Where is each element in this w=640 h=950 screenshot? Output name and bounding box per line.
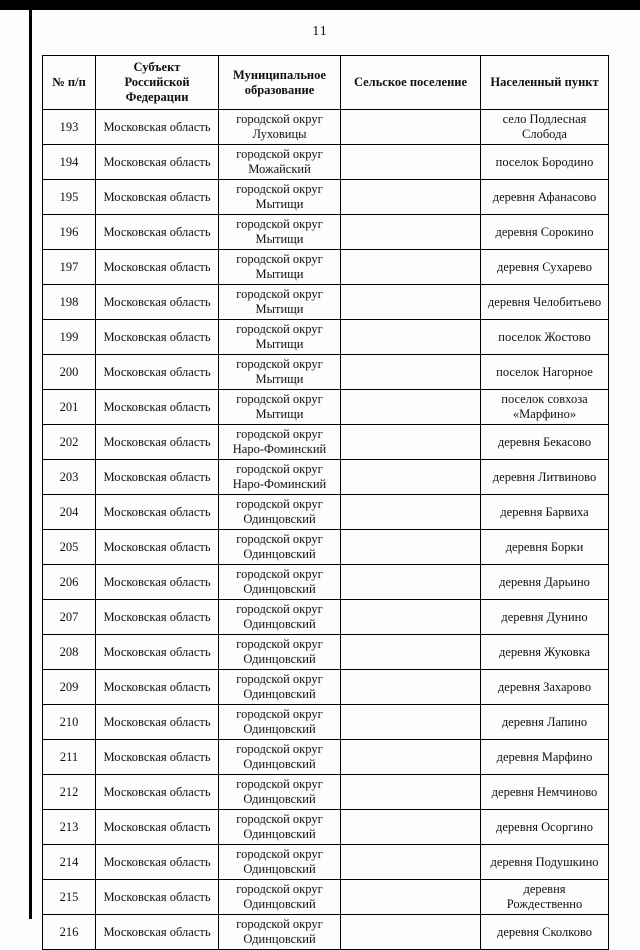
table-cell: городской округ Одинцовский <box>219 810 341 845</box>
table-cell: Московская область <box>96 880 219 915</box>
table-row <box>43 495 609 530</box>
table-cell <box>341 110 481 145</box>
table-cell: деревня Осоргино <box>481 810 609 845</box>
table-cell: 212 <box>43 775 96 810</box>
table-cell: городской округ Одинцовский <box>219 705 341 740</box>
table-cell: Московская область <box>96 180 219 215</box>
table-row <box>43 250 609 285</box>
table-row <box>43 355 609 390</box>
table-cell: 201 <box>43 390 96 425</box>
table-cell: деревня Рождественно <box>481 880 609 915</box>
table-cell: Московская область <box>96 845 219 880</box>
table-cell: Московская область <box>96 495 219 530</box>
table-row <box>43 390 609 425</box>
column-header: Субъект Российской Федерации <box>96 56 219 110</box>
settlements-table <box>42 55 609 950</box>
table-cell: деревня Марфино <box>481 740 609 775</box>
table-row <box>43 880 609 915</box>
table-cell: 202 <box>43 425 96 460</box>
table-cell: Московская область <box>96 635 219 670</box>
table-cell: городской округ Одинцовский <box>219 740 341 775</box>
table-row <box>43 285 609 320</box>
table-row <box>43 565 609 600</box>
table-cell: 195 <box>43 180 96 215</box>
table-cell: 215 <box>43 880 96 915</box>
scan-artifact-left-line <box>29 0 32 919</box>
table-row <box>43 740 609 775</box>
table-cell <box>341 215 481 250</box>
table-cell: Московская область <box>96 285 219 320</box>
table-row <box>43 635 609 670</box>
table-cell <box>341 250 481 285</box>
table-header-row <box>43 56 609 110</box>
table-cell: городской округ Одинцовский <box>219 880 341 915</box>
table-cell: 193 <box>43 110 96 145</box>
table-cell: 197 <box>43 250 96 285</box>
table-cell <box>341 320 481 355</box>
table-cell <box>341 880 481 915</box>
table-row <box>43 705 609 740</box>
table-row <box>43 180 609 215</box>
table-cell: городской округ Одинцовский <box>219 495 341 530</box>
table-cell: деревня Барвиха <box>481 495 609 530</box>
table-cell: 194 <box>43 145 96 180</box>
table-cell: деревня Лапино <box>481 705 609 740</box>
table-cell: 209 <box>43 670 96 705</box>
table-cell: Московская область <box>96 600 219 635</box>
table-cell <box>341 355 481 390</box>
table-cell: 204 <box>43 495 96 530</box>
table-cell: городской округ Можайский <box>219 145 341 180</box>
table-cell <box>341 915 481 950</box>
table-cell: деревня Бекасово <box>481 425 609 460</box>
table-cell: Московская область <box>96 355 219 390</box>
table-cell: городской округ Наро-Фоминский <box>219 460 341 495</box>
table-cell: 198 <box>43 285 96 320</box>
table-cell: деревня Жуковка <box>481 635 609 670</box>
table-cell: городской округ Луховицы <box>219 110 341 145</box>
table-row <box>43 845 609 880</box>
table-cell <box>341 670 481 705</box>
table-row <box>43 915 609 950</box>
table-cell: 216 <box>43 915 96 950</box>
table-cell: Московская область <box>96 215 219 250</box>
table-cell: Московская область <box>96 110 219 145</box>
table-cell: 213 <box>43 810 96 845</box>
table-cell <box>341 705 481 740</box>
table-cell <box>341 390 481 425</box>
table-cell: поселок Жостово <box>481 320 609 355</box>
table-cell <box>341 600 481 635</box>
table-row <box>43 460 609 495</box>
table-row <box>43 775 609 810</box>
table-cell: городской округ Одинцовский <box>219 775 341 810</box>
column-header: Сельское поселение <box>341 56 481 110</box>
table-cell: поселок Нагорное <box>481 355 609 390</box>
table-cell <box>341 530 481 565</box>
table-cell: Московская область <box>96 775 219 810</box>
table-body <box>43 110 609 950</box>
table-cell: 214 <box>43 845 96 880</box>
table-cell: деревня Литвиново <box>481 460 609 495</box>
table-cell: 200 <box>43 355 96 390</box>
table-cell: деревня Дунино <box>481 600 609 635</box>
page-number: 11 <box>312 24 328 39</box>
table-cell: городской округ Одинцовский <box>219 565 341 600</box>
table-row <box>43 425 609 460</box>
table-row <box>43 600 609 635</box>
table-cell: городской округ Мытищи <box>219 250 341 285</box>
table-cell: городской округ Одинцовский <box>219 635 341 670</box>
table-cell <box>341 775 481 810</box>
table-cell: городской округ Наро-Фоминский <box>219 425 341 460</box>
table-cell: городской округ Одинцовский <box>219 845 341 880</box>
table-cell <box>341 495 481 530</box>
table-cell: деревня Сколково <box>481 915 609 950</box>
table-row <box>43 145 609 180</box>
table-cell: городской округ Мытищи <box>219 355 341 390</box>
table-cell: Московская область <box>96 530 219 565</box>
table-cell: городской округ Мытищи <box>219 180 341 215</box>
table-cell: городской округ Одинцовский <box>219 530 341 565</box>
table-cell: село Подлесная Слобода <box>481 110 609 145</box>
table-cell: Московская область <box>96 320 219 355</box>
table-cell: Московская область <box>96 705 219 740</box>
table-row <box>43 810 609 845</box>
table-cell: Московская область <box>96 390 219 425</box>
table-cell: поселок Бородино <box>481 145 609 180</box>
table-cell: 199 <box>43 320 96 355</box>
column-header: Муниципальное образование <box>219 56 341 110</box>
table-cell <box>341 845 481 880</box>
table-cell: деревня Сухарево <box>481 250 609 285</box>
table-cell <box>341 635 481 670</box>
table-cell: деревня Сорокино <box>481 215 609 250</box>
table-row <box>43 110 609 145</box>
table-cell: деревня Захарово <box>481 670 609 705</box>
table-cell: Московская область <box>96 250 219 285</box>
table-cell <box>341 285 481 320</box>
table-cell <box>341 425 481 460</box>
table-cell: 207 <box>43 600 96 635</box>
table-row <box>43 215 609 250</box>
table-cell: Московская область <box>96 460 219 495</box>
table-cell: 211 <box>43 740 96 775</box>
table-cell: городской округ Мытищи <box>219 320 341 355</box>
table-row <box>43 320 609 355</box>
table-cell: Московская область <box>96 145 219 180</box>
table-cell: деревня Борки <box>481 530 609 565</box>
table-cell <box>341 565 481 600</box>
table-cell: городской округ Одинцовский <box>219 670 341 705</box>
table-cell <box>341 740 481 775</box>
table-row <box>43 670 609 705</box>
table-cell: Московская область <box>96 670 219 705</box>
table-cell: деревня Челобитьево <box>481 285 609 320</box>
table-cell: 206 <box>43 565 96 600</box>
scan-artifact-top-bar <box>0 0 640 10</box>
table-cell: 203 <box>43 460 96 495</box>
table-cell <box>341 180 481 215</box>
table-cell: Московская область <box>96 565 219 600</box>
table-cell: городской округ Одинцовский <box>219 600 341 635</box>
table-cell: деревня Дарьино <box>481 565 609 600</box>
table-cell: деревня Афанасово <box>481 180 609 215</box>
table-cell: городской округ Мытищи <box>219 215 341 250</box>
table-cell: городской округ Одинцовский <box>219 915 341 950</box>
table-cell: городской округ Мытищи <box>219 390 341 425</box>
table-cell: Московская область <box>96 425 219 460</box>
column-header: Населенный пункт <box>481 56 609 110</box>
table-cell: деревня Немчиново <box>481 775 609 810</box>
table-cell <box>341 145 481 180</box>
table-cell <box>341 460 481 495</box>
column-header: № п/п <box>43 56 96 110</box>
table-cell: 208 <box>43 635 96 670</box>
table-cell: Московская область <box>96 740 219 775</box>
table-cell: Московская область <box>96 810 219 845</box>
table-cell: деревня Подушкино <box>481 845 609 880</box>
table-cell: 196 <box>43 215 96 250</box>
table-cell: городской округ Мытищи <box>219 285 341 320</box>
table-row <box>43 530 609 565</box>
table-cell: поселок совхоза «Марфино» <box>481 390 609 425</box>
table-cell: 210 <box>43 705 96 740</box>
table-cell: Московская область <box>96 915 219 950</box>
table-cell: 205 <box>43 530 96 565</box>
table-cell <box>341 810 481 845</box>
